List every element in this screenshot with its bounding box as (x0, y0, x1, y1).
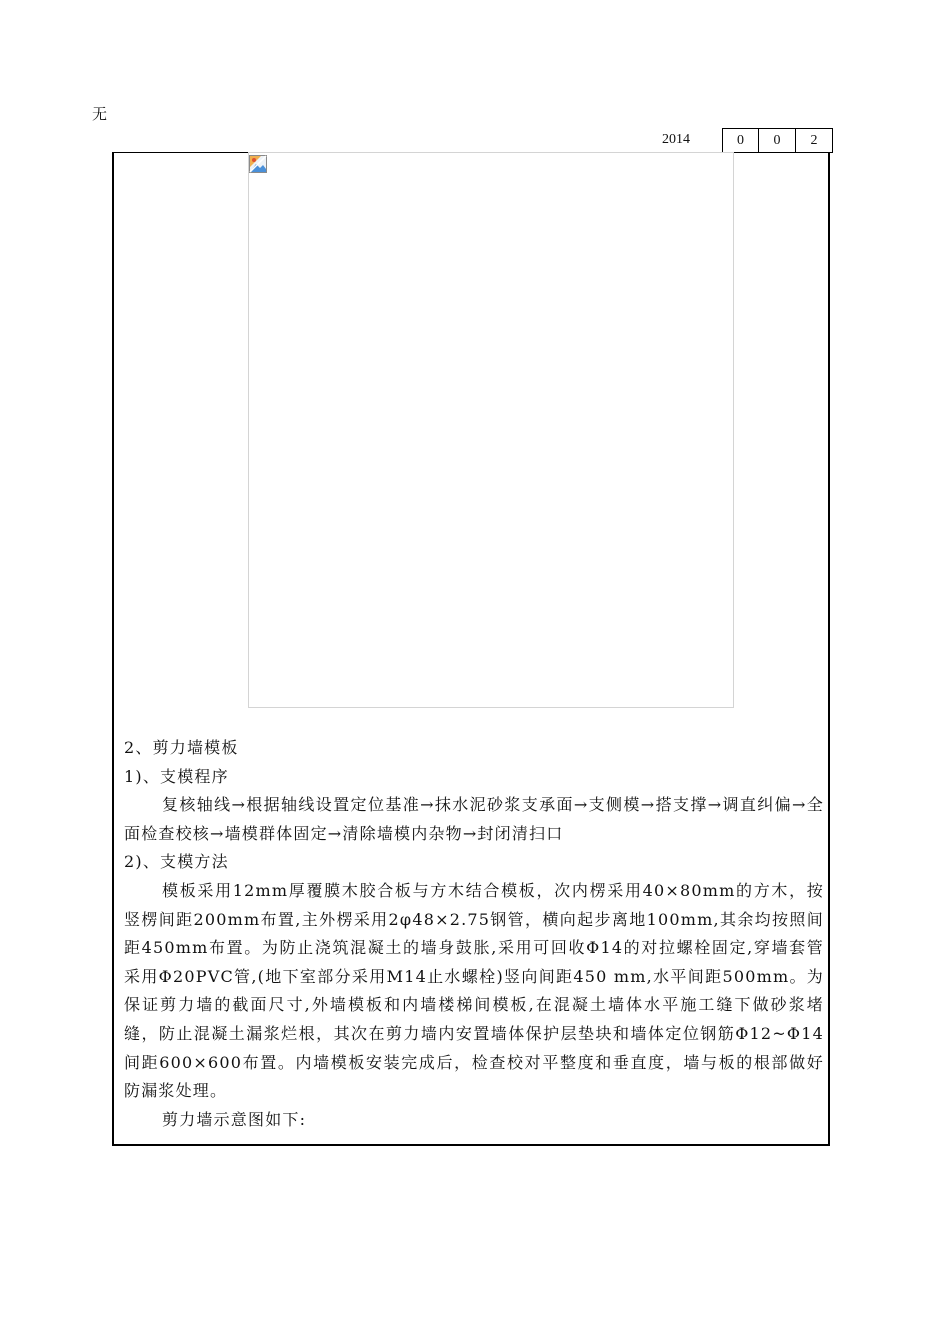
figure-placeholder (248, 152, 734, 708)
broken-image-icon (249, 155, 267, 173)
subheading-method: 2)、支模方法 (124, 852, 229, 872)
code-box-3: 2 (796, 128, 833, 153)
diagram-intro: 剪力墙示意图如下: (162, 1109, 307, 1129)
year-label: 2014 (662, 132, 690, 147)
code-box-2: 0 (759, 128, 796, 153)
section-heading: 2、剪力墙模板 (124, 738, 239, 757)
code-box-1: 0 (722, 128, 759, 153)
method-paragraph: 模板采用12mm厚覆膜木胶合板与方木结合模板，次内楞采用40×80mm的方木，按竖楞间距200mm布置,主外楞采用2φ48×2.75钢管，横向起步离地100mm,其余均按照间距450mm布置。为防止浇筑混凝土的墙身鼓胀,采用可回收Φ14的对拉螺栓固定,穿墙套管采用Φ20PVC管,(地下室部分采用M14止水螺栓)竖向间距450 mm,水平间距500mm。为保证剪力墙的截面尺寸,外墙模板和内墙楼梯间模板,在混凝土墙体水平施工缝下做砂浆堵缝，防止混凝土漏浆烂根，其次在剪力墙内安置墙体保护层垫块和墙体定位钢筋Φ12~Φ14间距600×600布置。内墙模板安装完成后，检查校对平整度和垂直度，墙与板的根部做好防漏浆处理。 (124, 880, 824, 1101)
procedure-paragraph: 复核轴线→根据轴线设置定位基准→抹水泥砂浆支承面→支侧模→搭支撑→调直纠偏→全面检查校核→墙模群体固定→清除墙模内杂物→封闭清扫口 (124, 795, 824, 843)
subheading-procedure: 1)、支模程序 (124, 766, 229, 786)
code-boxes (722, 128, 833, 153)
header-mark: 无 (92, 105, 108, 123)
content-frame (112, 152, 830, 1146)
body-text (124, 734, 824, 1134)
